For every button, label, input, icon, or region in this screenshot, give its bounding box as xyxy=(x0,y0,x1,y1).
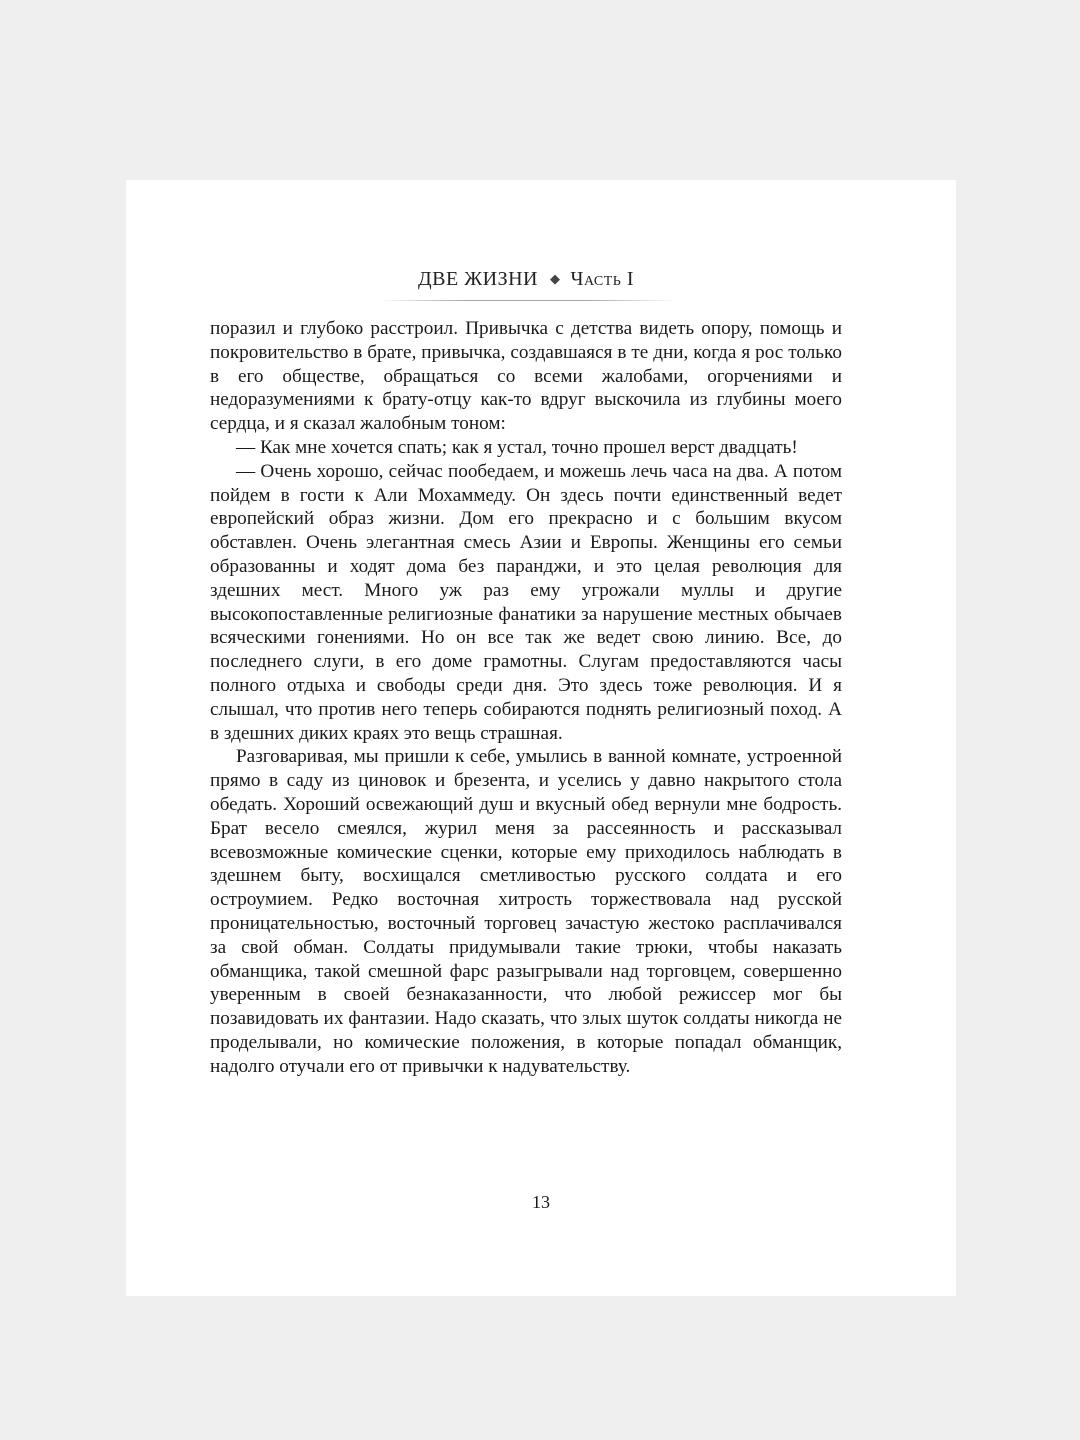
running-head xyxy=(210,268,842,291)
running-head-title: ДВЕ ЖИЗНИ xyxy=(418,268,538,290)
diamond-separator-icon: ◆ xyxy=(549,271,561,286)
header-rule xyxy=(376,300,676,301)
paragraph: поразил и глубоко расстроил. Привычка с детства видеть опору, помощь и покровительство в брате, привычка, создавшаяся в те дни, когда я рос только в его обществе, обращаться со всеми жалобами, огорчениями и недоразумениями к брату-отцу как-то вдруг выскочила из глубины моего сердца, и я сказал жалобным тоном: xyxy=(210,318,842,435)
page-number: 13 xyxy=(532,1192,550,1212)
paragraph: — Как мне хочется спать; как я устал, точно прошел верст двадцать! xyxy=(236,436,798,458)
book-page xyxy=(126,180,956,1296)
body-text xyxy=(210,317,842,1079)
paragraph: — Очень хорошо, сейчас пообедаем, и можешь лечь часа на два. А потом пойдем в гости к Али Мохаммеду. Он здесь почти единственный ведет европейский образ жизни. Дом его прекрасно и с большим вкусом обставлен. Очень элегантная смесь Азии и Европы. Женщины его семьи образованны и ходят дома без паранджи, и это целая революция для здешних мест. Много уж раз ему угрожали муллы и другие высокопоставленные религиозные фанатики за нарушение местных обычаев всяческими гонениями. Но он все так же ведет свою линию. Все, до последнего слуги, в его доме грамотны. Слугам предоставляются часы полного отдыха и свободы среди дня. Это здесь тоже революция. И я слышал, что против него теперь собираются поднять религиозный поход. А в здешних диких краях это вещь страшная. xyxy=(210,460,842,744)
paragraph: Разговаривая, мы пришли к себе, умылись в ванной комнате, устроенной прямо в саду из циновок и брезента, и уселись у давно накрытого стола обедать. Хороший освежающий душ и вкусный обед вернули мне бодрость. Брат весело смеялся, журил меня за рассеянность и рассказывал всевозможные комические сценки, которые ему приходилось наблюдать в здешнем быту, восхищался сметливостью русского солдата и его остроумием. Редко восточная хитрость торжествовала над русской проницательностью, восточный торговец зачастую жестоко расплачивался за свой обман. Солдаты придумывали такие трюки, чтобы наказать обманщика, такой смешной фарс разыгрывали над торговцем, совершенно уверенным в своей безнаказанности, что любой режиссер мог бы позавидовать их фантазии. Надо сказать, что злых шуток солдаты никогда не проделывали, но комические положения, в которые попадал обманщик, надолго отучали его от привычки к надувательству. xyxy=(210,746,842,1077)
running-head-part: Часть I xyxy=(570,268,634,290)
